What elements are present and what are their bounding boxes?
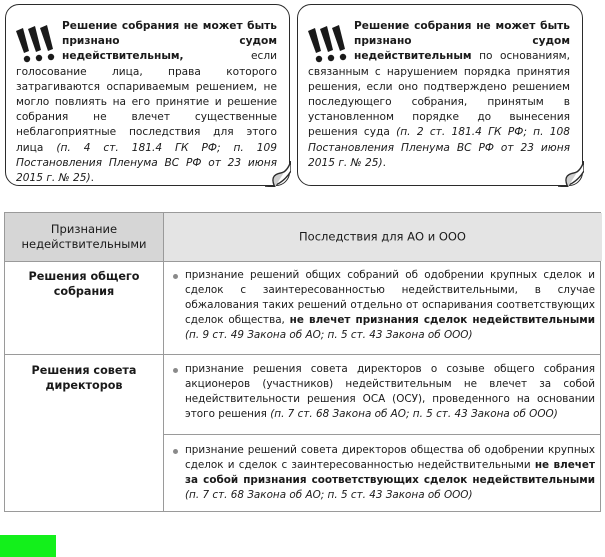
note-body: по основаниям, связанным с нарушением порядка принятия решения, если оно подтверждено решением последующего собрания, принятым в установленном порядке до вынесения решения суда	[308, 50, 570, 139]
header-label: Последствия для АО и ООО	[299, 229, 466, 244]
divider	[5, 261, 600, 262]
table-cell: признание решения совета директоров о созыве общего собрания акционеров (участников) недействительным не влечет за собой недействительности решения ОСА (ОСУ), проведенного на основании этого решения (п. 7 ст. 68 Закона об АО; п. 5 ст. 43 Закона об ООО)	[171, 362, 595, 422]
bullet-icon	[173, 274, 178, 279]
table-cell: признание решений совета директоров общества об одобрении крупных сделок и сделок с заинтересованностью недействительными не влечет за собой признания соответствующих сделок недействительными (п. 7 ст. 68 Закона об АО; п. 5 ст. 43 Закона об ООО)	[171, 443, 595, 503]
bullet-icon	[173, 449, 178, 454]
table-header-col1	[5, 213, 163, 261]
note-text: Решение собрания не может быть признано судом недействительным, если голосование лица, права которого затрагиваются оспариваемым решением, не могло повлиять на его принятие и решение собрания не влечет существенные неблагоприятные последствия для этого лица (п. 4 ст. 181.4 ГК РФ; п. 109 Постановления Пленума ВС РФ от 23 июня 2015 г. № 25).	[16, 20, 277, 185]
divider	[163, 434, 600, 435]
highlight-marker	[0, 535, 56, 557]
cell-reference: (п. 7 ст. 68 Закона об АО; п. 5 ст. 43 Закона об ООО)	[185, 489, 473, 501]
note-text: Решение собрания не может быть признано судом недействительным по основаниям, связанным с нарушением порядка принятия решения, если оно подтверждено решением последующего собрания, принятым в установленном порядке до вынесения решения суда (п. 2 ст. 181.4 ГК РФ; п. 108 Постановления Пленума ВС РФ от 23 июня 2015 г. № 25).	[308, 20, 570, 169]
header-label: Признание недействительными	[21, 222, 147, 251]
divider	[5, 354, 600, 355]
table-header-col2	[163, 213, 602, 261]
page-curl-icon	[265, 161, 291, 187]
cell-reference: (п. 7 ст. 68 Закона об АО; п. 5 ст. 43 Закона об ООО)	[266, 408, 558, 420]
note-card-left	[5, 4, 290, 186]
cell-reference: (п. 9 ст. 49 Закона об АО; п. 5 ст. 43 Закона об ООО)	[185, 329, 473, 341]
note-body: если голосование лица, права которого затрагиваются оспариваемым решением, не могло повлиять на его принятие и решение собрания не влечет существенные неблагоприятные последствия для этого лица	[16, 50, 277, 154]
cell-bold: не влечет за собой признания соответствующих сделок недействительными	[185, 459, 595, 486]
note-bold: Решение собрания не может быть признано судом недействительным,	[62, 20, 277, 63]
cell-bold: не влечет признания сделок недействительными	[289, 314, 595, 326]
divider	[163, 213, 164, 511]
note-reference: (п. 2 ст. 181.4 ГК РФ; п. 108 Постановления Пленума ВС РФ от 23 июня 2015 г. № 25)	[308, 126, 570, 169]
bullet-icon	[173, 368, 178, 373]
table-cell: признание решений общих собраний об одобрении крупных сделок и сделок с заинтересованностью недействительными, в случае обжалования таких решений отдельно от оспаривания соответствующих сделок общества, не влечет признания сделок недействительными (п. 9 ст. 49 Закона об АО; п. 5 ст. 43 Закона об ООО)	[171, 268, 595, 343]
note-card-right	[297, 4, 583, 186]
row-label: Решения общего собрания	[28, 270, 140, 298]
note-bold: Решение собрания не может быть признано судом недействительным	[354, 20, 570, 63]
page-curl-icon	[558, 161, 584, 187]
row-label: Решения совета директоров	[31, 364, 137, 392]
note-reference: (п. 4 ст. 181.4 ГК РФ; п. 109 Постановления Пленума ВС РФ от 23 июня 2015 г. № 25)	[16, 141, 277, 185]
consequences-table	[4, 212, 601, 512]
